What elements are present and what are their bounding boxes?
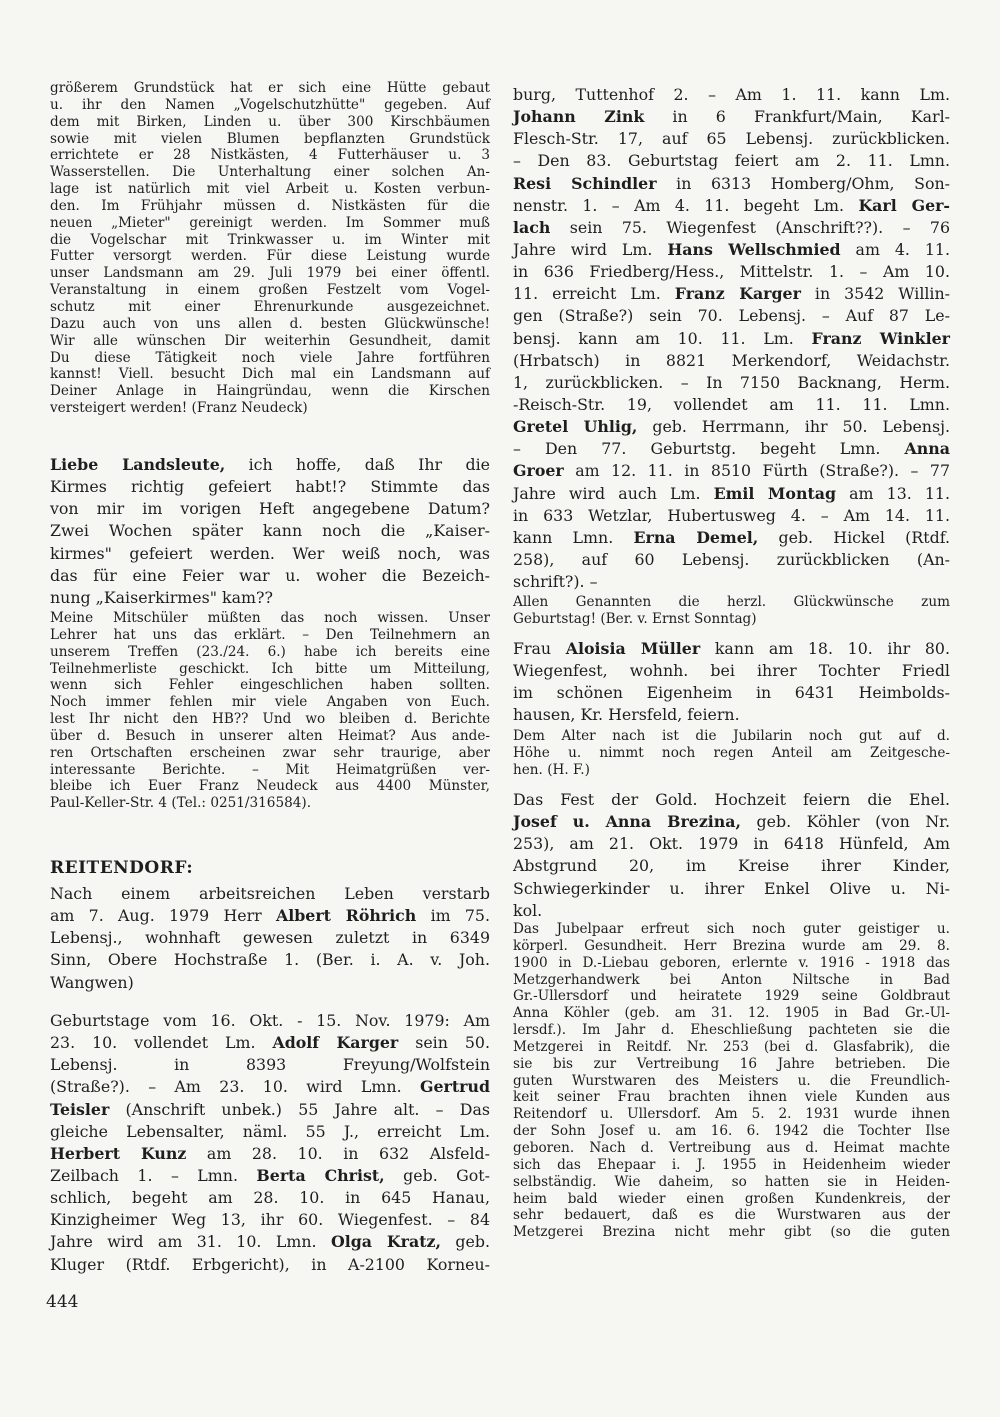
text-line: Metzgerei in Reitdf. Nr. 253 (bei d. Glasfabrik), die (513, 1038, 950, 1055)
text-line: Jahre wird Lm. Hans Wellschmied am 4. 11. (513, 239, 950, 259)
text-line: bleibe ich Euer Franz Neudeck aus 4400 Münster, (50, 778, 490, 795)
text-line: selbständig. Wie daheim, so hatten sie in Heiden- (513, 1173, 950, 1190)
text-line: heim bald wieder einen großen Kundenkreis, der (513, 1190, 950, 1207)
text-line: hen. (H. F.) (513, 761, 590, 778)
text-line: Metzgerhandwerk bei Anton Niltsche in Bad (513, 971, 950, 988)
person-name: Gretel Uhlig, (513, 417, 638, 437)
text-line: u. ihr den Namen „Vogelschutzhütte" gegeben. Auf (50, 96, 490, 113)
person-name: Franz Winkler (811, 328, 950, 348)
jubilarin-note (513, 728, 950, 779)
person-name: Erna Demel, (633, 527, 759, 547)
text-line: den. Im Frühjahr müssen d. Nistkästen für die (50, 197, 490, 214)
congratulations-note (513, 594, 950, 628)
person-name: Emil Montag (713, 483, 837, 503)
text-line: neuen „Mieter" gereinigt werden. Im Sommer muß (50, 214, 490, 231)
text-line: über d. Besuch in unserer alten Heimat? Aus ande- (50, 727, 490, 744)
text-line: Gr.-Ullersdorf und heiratete 1929 seine Goldbraut (513, 988, 950, 1005)
text-line: – Den 77. Geburtstg. begeht Lmn. Anna (513, 439, 950, 459)
mitschueler-paragraph (50, 610, 490, 812)
obituary-paragraph (50, 883, 490, 994)
text-line: Teilnehmerliste geschickt. Ich bitte um Mitteilung, (50, 660, 490, 677)
person-name: Anna (904, 439, 950, 459)
text-line: versteigert werden! (Franz Neudeck) (50, 400, 308, 417)
text-line: Josef u. Anna Brezina, geb. Köhler (von Nr. (513, 812, 950, 832)
text-line: Kinzigheimer Weg 13, ihr 60. Wiegenfest. – 84 (50, 1210, 490, 1230)
text-line: guten Wurstwaren des Meisters u. die Freundlich- (513, 1072, 950, 1089)
text-line: Gretel Uhlig, geb. Herrmann, ihr 50. Lebensj. (513, 417, 950, 437)
person-name: Berta Christ, (256, 1165, 385, 1185)
text-line: Frau Aloisia Müller kann am 18. 10. ihr 80. (513, 639, 950, 658)
text-line: Flesch-Str. 17, auf 65 Lebensj. zurückblicken. (513, 129, 950, 149)
text-line: Lehrer hat uns das erklärt. – Den Teilnehmern an (50, 626, 490, 643)
text-line: nung „Kaiserkirmes" kam?? (50, 587, 273, 607)
text-line: 253), am 21. Okt. 1979 in 6418 Hünfeld, Am (513, 834, 950, 854)
text-line: Kirmes richtig gefeiert habt!? Stimmte das (50, 477, 490, 497)
text-line: 1900 in D.-Liebau geboren, erlernte v. 1916 - 1918 das (513, 954, 950, 971)
text-line: Noch immer fehlen mir viele Angaben von Euch. (50, 694, 490, 711)
text-line: 11. erreicht Lm. Franz Karger in 3542 Willin- (513, 284, 950, 304)
person-name: Teisler (50, 1099, 110, 1119)
text-line: Sinn, Obere Hochstraße 1. (Ber. i. A. v. Joh. (50, 950, 490, 970)
text-line: Höhe u. nimmt noch regen Anteil am Zeitgesche- (513, 744, 950, 761)
text-line: lage ist natürlich mit viel Arbeit u. Kosten verbun- (50, 181, 490, 198)
text-line: Du diese Tätigkeit noch viele Jahre fortführen (50, 349, 490, 366)
page-number: 444 (46, 1292, 79, 1312)
text-line: Deiner Anlage in Haingründau, wenn die Kirschen (50, 383, 490, 400)
text-line: interessante Berichte. – Mit Heimatgrüßen ver- (50, 761, 490, 778)
text-line: ren Ortschaften erscheinen zwar sehr traurige, aber (50, 744, 490, 761)
text-line: Schwiegerkinder u. ihrer Enkel Olive u. Ni- (513, 878, 950, 898)
text-line: 1, zurückblicken. – In 7150 Backnang, Herm. (513, 372, 950, 392)
golden-wedding-paragraph (513, 789, 950, 922)
text-line: Wiegenfest, wohnh. bei ihrer Tochter Friedl (513, 661, 950, 681)
text-line: größerem Grundstück hat er sich eine Hütte gebaut (50, 80, 490, 96)
text-line: geboren. Nach d. Vertreibung aus d. Heimat machte (513, 1139, 950, 1156)
text-line: gleiche Lebensalter, näml. 55 J., erreicht Lm. (50, 1121, 490, 1141)
text-line: Wasserstellen. Die Unterhaltung einer solchen An- (50, 164, 490, 181)
person-name: Josef u. Anna Brezina, (513, 812, 742, 832)
text-line: das für eine Feier war u. woher die Bezeich- (50, 565, 490, 585)
birthdays-continued-paragraph (513, 84, 950, 593)
text-line: sehr bedauert, daß es die Wurstwaren aus der (513, 1207, 950, 1224)
text-line: körperl. Gesundheit. Herr Brezina wurde am 29. 8. (513, 937, 950, 954)
person-name: Johann Zink (513, 107, 645, 127)
text-line: von mir im vorigen Heft angegebene Datum? (50, 499, 490, 519)
text-line: Lebensj. in 8393 Freyung/Wolfstein (50, 1055, 490, 1075)
liebe-landsleute-paragraph (50, 454, 490, 609)
text-line: schrift?). – (513, 572, 598, 592)
text-line: Teisler (Anschrift unbek.) 55 Jahre alt. – Das (50, 1099, 490, 1119)
text-line: der Sohn Josef u. am 16. 6. 1942 die Tochter Ilse (513, 1123, 950, 1140)
text-line: kol. (513, 900, 543, 920)
text-line: Dazu auch von uns allen d. besten Glückwünsche! (50, 315, 490, 332)
text-line: die Vogelschar mit Trinkwasser u. im Winter mit (50, 231, 490, 248)
text-line: 23. 10. vollendet Lm. Adolf Karger sein 50. (50, 1033, 490, 1053)
text-line: hausen, Kr. Hersfeld, feiern. (513, 705, 740, 725)
text-line: lest Ihr nicht den HB?? Und wo bleiben d. Berichte (50, 711, 490, 728)
text-line: lersdf.). Im Jahr d. Eheschließung pachteten sie die (513, 1022, 950, 1039)
person-name: Olga Kratz, (330, 1232, 441, 1252)
aloisia-mueller-paragraph (513, 638, 950, 727)
text-line: (Hrbatsch) in 8821 Merkendorf, Weidachstr. (513, 350, 950, 370)
vogelschutz-paragraph (50, 80, 490, 417)
text-line: schutz mit einer Ehrenurkunde ausgezeichnet. (50, 298, 490, 315)
text-line: Lebensj., wohnhaft gewesen zuletzt in 6349 (50, 928, 490, 948)
text-line: Futter versorgt werden. Für diese Leistung wurde (50, 248, 490, 265)
text-line: Allen Genannten die herzl. Glückwünsche zum (513, 594, 950, 610)
text-line: Das Jubelpaar erfreut sich noch guter geistiger u. (513, 921, 950, 937)
text-line: unserem Treffen (23./24. 6.) habe ich bereits eine (50, 643, 490, 660)
text-line: Jahre wird am 31. 10. Lmn. Olga Kratz, geb. (50, 1232, 490, 1252)
person-name: Hans Wellschmied (667, 239, 841, 259)
person-name: Karl Ger- (858, 195, 950, 215)
text-line: in 633 Wetzlar, Hubertusweg 4. – Am 14. 11. (513, 505, 950, 525)
text-line: Herbert Kunz am 28. 10. in 632 Alsfeld- (50, 1143, 490, 1163)
text-line: Anna Köhler (geb. am 31. 12. 1905 in Bad Gr.-Ul- (513, 1005, 950, 1022)
text-line: Johann Zink in 6 Frankfurt/Main, Karl- (513, 107, 950, 127)
text-line: gen (Straße?) sein 70. Lebensj. – Auf 87 Le- (513, 306, 950, 326)
text-line: lach sein 75. Wiegenfest (Anschrift??). – 76 (513, 217, 950, 237)
person-name: Herbert Kunz (50, 1143, 187, 1163)
person-name: Gertrud (419, 1077, 490, 1097)
text-line: Resi Schindler in 6313 Homberg/Ohm, Son- (513, 173, 950, 193)
person-name: Franz Karger (674, 284, 801, 304)
person-name: Aloisia Müller (565, 639, 701, 658)
text-line: Zeilbach 1. – Lmn. Berta Christ, geb. Got- (50, 1165, 490, 1185)
text-line: kann Lmn. Erna Demel, geb. Hickel (Rtdf. (513, 527, 950, 547)
text-line: kirmes" gefeiert werden. Wer weiß noch, was (50, 543, 490, 563)
text-line: sie bis zur Vertreibung 16 Jahre betrieben. Die (513, 1055, 950, 1072)
person-name: Liebe Landsleute, (50, 455, 226, 474)
text-line: kannst! Viell. besucht Dich mal ein Landsmann auf (50, 366, 490, 383)
person-name: Groer (513, 461, 564, 481)
text-line: am 7. Aug. 1979 Herr Albert Röhrich im 75. (50, 906, 490, 926)
text-line: Dem Alter nach ist die Jubilarin noch gut auf d. (513, 728, 950, 744)
person-name: lach (513, 217, 551, 237)
text-line: Meine Mitschüler müßten das noch wissen. Unser (50, 610, 490, 626)
text-line: Zwei Wochen später kann noch die „Kaiser- (50, 521, 490, 541)
text-line: Jahre wird auch Lm. Emil Montag am 13. 11. (513, 483, 950, 503)
text-line: sich das Ehepaar i. J. 1955 in Heidenheim wieder (513, 1156, 950, 1173)
text-line: Das Fest der Gold. Hochzeit feiern die Ehel. (513, 790, 950, 809)
text-line: schlich, begeht am 28. 10. in 645 Hanau, (50, 1188, 490, 1208)
text-line: -Reisch-Str. 19, vollendet am 11. 11. Lmn. (513, 394, 950, 414)
text-line: – Den 83. Geburtstag feiert am 2. 11. Lmn. (513, 151, 950, 171)
person-name: Adolf Karger (272, 1033, 399, 1053)
text-line: 258), auf 60 Lebensj. zurückblicken (An- (513, 549, 950, 569)
text-line: Metzgerei Brezina nicht mehr gibt (so die guten (513, 1224, 950, 1241)
text-line: Paul-Keller-Str. 4 (Tel.: 0251/316584). (50, 795, 312, 812)
text-line: burg, Tuttenhof 2. – Am 1. 11. kann Lm. (513, 85, 950, 104)
text-line: errichtete er 28 Nistkästen, 4 Futterhäuser u. 3 (50, 147, 490, 164)
text-line: Geburtstag! (Ber. v. Ernst Sonntag) (513, 610, 757, 627)
text-line: Kluger (Rtdf. Erbgericht), in A-2100 Korneu- (50, 1254, 490, 1274)
section-heading-reitendorf: REITENDORF: (50, 858, 194, 878)
text-line: keit seiner Frau brachten ihnen viele Kunden aus (513, 1089, 950, 1106)
text-line: unser Landsmann am 29. Juli 1979 bei einer öffentl. (50, 265, 490, 282)
birthdays-paragraph (50, 1010, 490, 1276)
text-line: bensj. kann am 10. 11. Lm. Franz Winkler (513, 328, 950, 348)
text-line: Wangwen) (50, 972, 134, 992)
text-line: Wir alle wünschen Dir weiterhin Gesundheit, damit (50, 332, 490, 349)
text-line: Geburtstage vom 16. Okt. - 15. Nov. 1979: Am (50, 1011, 490, 1030)
person-name: Resi Schindler (513, 173, 657, 193)
brezina-biography-paragraph (513, 921, 950, 1241)
text-line: dem mit Birken, Linden u. über 300 Kirschbäumen (50, 113, 490, 130)
text-line: im schönen Eigenheim in 6431 Heimbolds- (513, 683, 950, 703)
text-line: Liebe Landsleute, ich hoffe, daß Ihr die (50, 455, 490, 474)
text-line: sowie mit vielen Blumen bepflanzten Grundstück (50, 130, 490, 147)
text-line: wenn sich Fehler eingeschlichen haben sollten. (50, 677, 490, 694)
person-name: Albert Röhrich (275, 906, 417, 926)
text-line: Reitendorf u. Ullersdorf. Am 5. 2. 1931 wurde ihnen (513, 1106, 950, 1123)
text-line: nenstr. 1. – Am 4. 11. begeht Lm. Karl Ger- (513, 195, 950, 215)
text-line: Veranstaltung in einem großen Festzelt vom Vogel- (50, 282, 490, 299)
text-line: Groer am 12. 11. in 8510 Fürth (Straße?). – 77 (513, 461, 950, 481)
text-line: Nach einem arbeitsreichen Leben verstarb (50, 884, 490, 903)
text-line: (Straße?). – Am 23. 10. wird Lmn. Gertrud (50, 1077, 490, 1097)
text-line: Abstgrund 20, im Kreise ihrer Kinder, (513, 856, 950, 876)
text-line: in 636 Friedberg/Hess., Mittelstr. 1. – Am 10. (513, 262, 950, 282)
